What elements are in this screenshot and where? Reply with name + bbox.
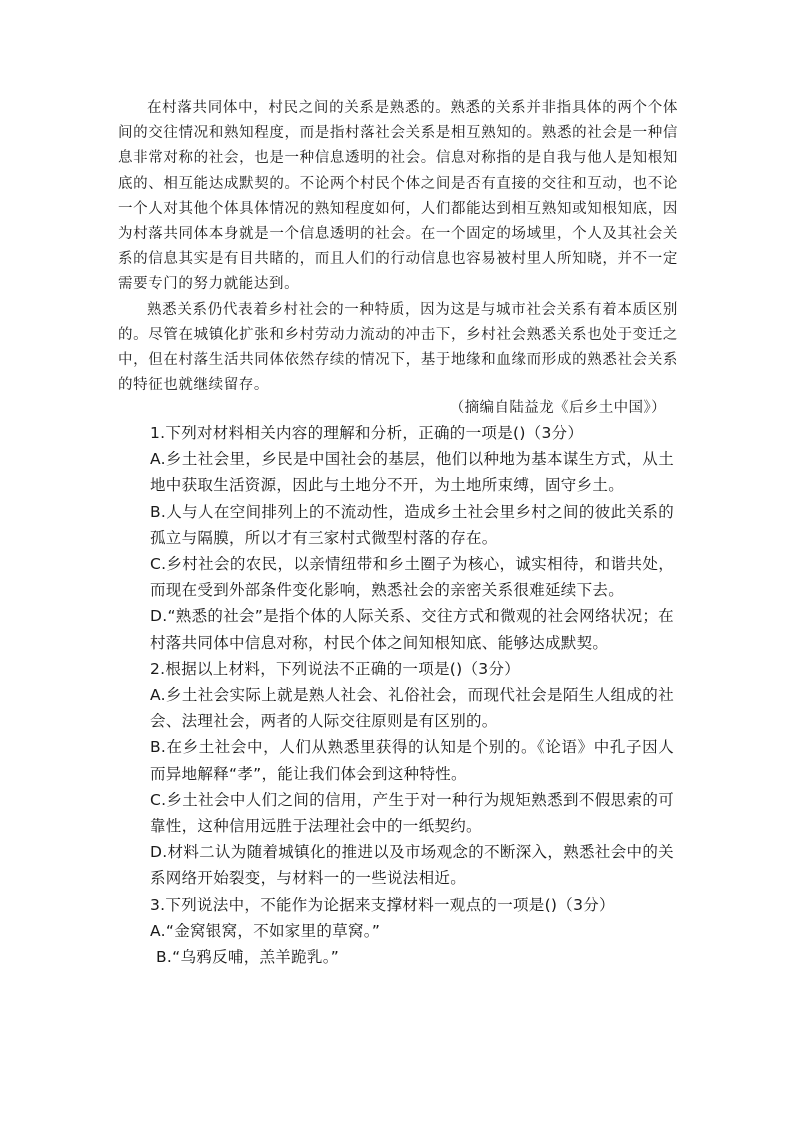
question-2-option-a: A.乡土社会实际上就是熟人社会、礼俗社会，而现代社会是陌生人组成的社会、法理社会，两者的人际交往原则是有区别的。 [150, 686, 674, 731]
question-3-stem: 3.下列说法中，不能作为论据来支撑材料一观点的一项是()（3分） [150, 895, 615, 914]
question-2-stem: 2.根据以上材料，下列说法不正确的一项是()（3分） [150, 659, 521, 678]
question-2-option-b: B.在乡土社会中，人们从熟悉里获得的认知是个别的。《论语》中孔子因人而异地解释“孝”，能让我们体会到这种特性。 [150, 738, 674, 783]
passage-paragraph-2: 熟悉关系仍代表着乡村社会的一种特质，因为这是与城市社会关系有着本质区别的。尽管在城镇化扩张和乡村劳动力流动的冲击下，乡村社会熟悉关系也处于变迁之中，但在村落生活共同体依然存续的情况下，基于地缘和血缘而形成的熟悉社会关系的特征也就继续留存。 [118, 301, 678, 394]
question-3-option-a: A.“金窝银窝，不如家里的草窝。” [150, 921, 381, 940]
question-2-option-c: C.乡土社会中人们之间的信用，产生于对一种行为规矩熟悉到不假思索的可靠性，这种信用远胜于法理社会中的一纸契约。 [150, 790, 674, 836]
question-list [150, 420, 674, 970]
question-1-option-d: D.“熟悉的社会”是指个体的人际关系、交往方式和微观的社会网络状况；在村落共同体中信息对称，村民个体之间知根知底、能够达成默契。 [150, 607, 674, 652]
question-2-option-d: D.材料二认为随着城镇化的推进以及市场观念的不断深入，熟悉社会中的关系网络开始裂变，与材料一的一些说法相近。 [150, 843, 674, 888]
question-1-option-c: C.乡村社会的农民，以亲情纽带和乡土圈子为核心，诚实相待，和谐共处，而现在受到外部条件变化影响，熟悉社会的亲密关系很难延续下去。 [150, 555, 674, 600]
question-1-option-a: A.乡土社会里，乡民是中国社会的基层，他们以种地为基本谋生方式，从土地中获取生活资源，因此与土地分不开，为土地所束缚，固守乡土。 [150, 450, 674, 495]
passage-source: （摘编自陆益龙《后乡土中国》） [449, 400, 666, 416]
reading-passage [118, 96, 678, 398]
question-1-option-b: B.人与人在空间排列上的不流动性，造成乡土社会里乡村之间的彼此关系的孤立与隔膜，所以才有三家村式微型村落的存在。 [150, 502, 674, 547]
question-1-stem: 1.下列对材料相关内容的理解和分析，正确的一项是()（3分） [150, 424, 584, 442]
question-3-option-b: B.“乌鸦反哺，羔羊跪乳。” [156, 948, 340, 967]
passage-paragraph-1: 在村落共同体中，村民之间的关系是熟悉的。熟悉的关系并非指具体的两个个体间的交往情况和熟知程度，而是指村落社会关系是相互熟知的。熟悉的社会是一种信息非常对称的社会，也是一种信息透明的社会。信息对称指的是自我与他人是知根知底的、相互能达成默契的。不论两个村民个体之间是否有直接的交往和互动，也不论一个人对其他个体具体情况的熟知程度如何，人们都能达到相互熟知或知根知底，因为村落共同体本身就是一个信息透明的社会。在一个固定的场域里，个人及其社会关系的信息其实是有目共睹的，而且人们的行动信息也容易被村里人所知晓，并不一定需要专门的努力就能达到。 [118, 100, 678, 293]
